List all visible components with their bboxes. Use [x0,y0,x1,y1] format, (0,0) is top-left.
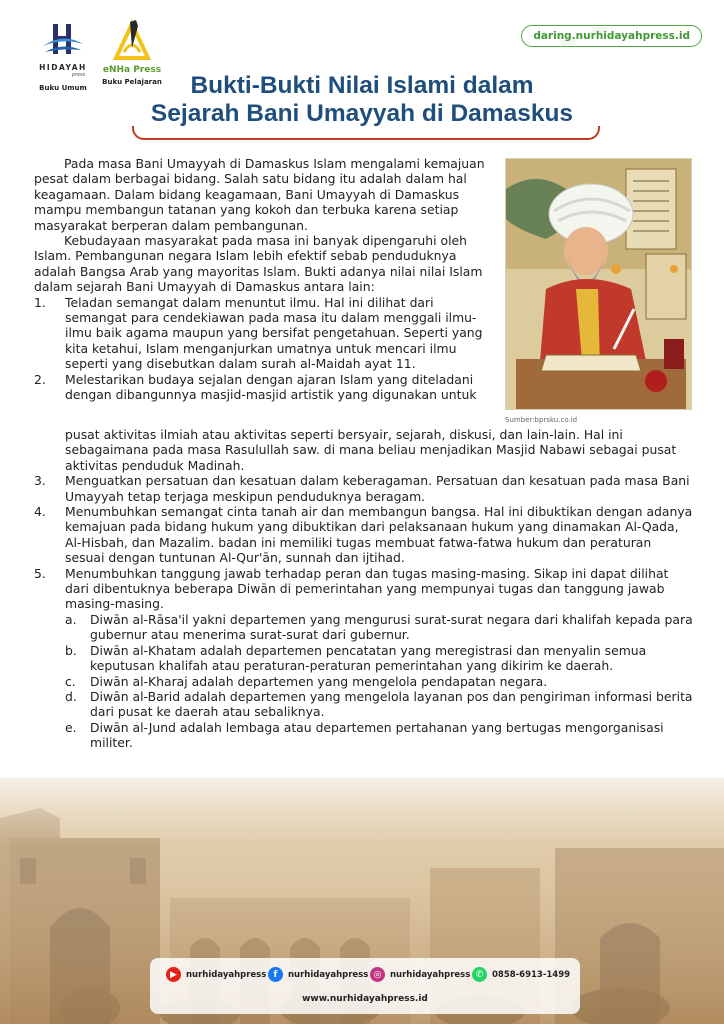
sub-list-item [65,674,694,689]
whatsapp-icon: ✆ [472,967,487,982]
list-text: Melestarikan budaya sejalan dengan ajaran Islam yang diteladani dengan dibangunnya masjid-masjid artistik yang digunakan untuk [65,371,477,403]
intro-paragraph-1: Pada masa Bani Umayyah di Damaskus Islam mengalami kemajuan pesat dalam berbagai bidang. Salah satu bidang itu adalah dalam hal keagamaan. Dalam bidang keagamaan, Bani Umayyah di Damaskus mampu membangun tatanan yang kokoh dan terbuka karena setiap masyarakat berperan dalam pembangunan. [34,156,485,233]
title-line-1: Bukti-Bukti Nilai Islami dalam [190,72,534,99]
intro-paragraph-2: Kebudayaan masyarakat pada masa ini banyak dipengaruhi oleh Islam. Pembangunan negara Islam lebih efektif sebab penduduknya adalah Bangsa Arab yang mayoritas Islam. Bukti adanya nilai nilai Islam dalam sejarah Bani Umayyah di Damaskus antara lain: [34,233,483,295]
list-number: 2. [34,371,46,387]
sub-list-text: Diwān al-Khatam adalah departemen pencatatan yang meregistrasi dan menyalin semua keputusan khalifah atau peraturan-peraturan pemerintahan yang dikirim ke daerah. [90,642,647,674]
youtube-link[interactable] [166,967,266,982]
website-link[interactable]: www.nurhidayahpress.id [302,994,428,1004]
list-text: Teladan semangat dalam menuntut ilmu. Hal ini dilihat dari semangat para cendekiawan pada masa itu dalam menggali ilmu-ilmu baik agama maupun yang bersifat pengetahuan. Seperti yang kita ketahui, Islam menganjurkan umatnya untuk mencari ilmu seperti yang disebutkan dalam surah al-Maidah ayat 11. [65,294,483,372]
facebook-handle: nurhidayahpress [288,969,369,980]
whatsapp-link[interactable] [472,967,570,982]
sub-list-letter: d. [65,688,77,704]
sub-list-letter: c. [65,673,76,689]
list-item [34,504,694,566]
sub-list-text: Diwān al-Barid adalah departemen yang mengelola layanan pos dan pengiriman informasi berita dari pusat ke daerah atau sebaliknya. [90,688,693,720]
sub-list-item [65,689,694,720]
hidayah-brand: HIDAYAH [39,63,87,72]
list-number: 3. [34,473,46,489]
enha-brand: eNHa Press [102,65,162,75]
sub-list-text: Diwān al-Rāsa'il yakni departemen yang mengurusi surat-surat negara dari khalifah kepada para gubernur atau menerima surat-surat dari gubernur. [90,611,693,643]
list-item-continuation [34,427,694,473]
text-column-bottom [34,427,694,751]
list-item [34,473,694,504]
sub-list-item [65,612,694,643]
sub-list-item [65,643,694,674]
list-number: 5. [34,565,46,581]
sub-list-text: Diwān al-Kharaj adalah departemen yang mengelola pendapatan negara. [90,673,548,689]
list-item [34,295,494,372]
whatsapp-number: 0858-6913-1499 [492,969,571,980]
enha-logo-icon [110,18,154,64]
instagram-link[interactable] [370,967,470,982]
instagram-handle: nurhidayahpress [390,969,471,980]
page-title [120,72,604,128]
facebook-link[interactable] [268,967,368,982]
sub-list-letter: e. [65,719,77,735]
hidayah-sub: press [71,72,86,78]
list-item [34,372,494,403]
sub-list-letter: b. [65,642,77,658]
hidayah-press-logo [28,22,98,92]
hidayah-caption: Buku Umum [39,84,87,92]
list-number: 4. [34,504,46,520]
enha-caption: Buku Pelajaran [102,78,162,86]
title-line-2: Sejarah Bani Umayyah di Damaskus [150,100,574,127]
list-number: 1. [34,294,46,310]
list-item [34,566,694,612]
sub-list-letter: a. [65,611,77,627]
image-credit: Sumber:bprsku.co.id [505,416,578,424]
text-column-top [34,156,494,403]
scholar-portrait [505,158,692,410]
instagram-icon: ◎ [370,967,385,982]
list-text: Menguatkan persatuan dan kesatuan dalam keberagaman. Persatuan dan kesatuan pada masa Bani Umayyah tetap terjaga meskipun penduduknya beragam. [65,473,690,504]
daring-link[interactable]: daring.nurhidayahpress.id [521,25,702,47]
hidayah-logo-icon [41,22,85,62]
sub-list-item [65,720,694,751]
sub-list-text: Diwān al-Jund adalah lembaga atau departemen pertahanan yang bertugas mengorganisasi militer. [90,719,664,751]
title-underline [132,126,600,140]
youtube-handle: nurhidayahpress [186,969,267,980]
facebook-icon: f [268,967,283,982]
list-text: pusat aktivitas ilmiah atau aktivitas seperti bersyair, sejarah, diskusi, dan lain-lain. Hal ini sebagaimana pada masa Rasulullah saw. di mana beliau menjadikan Masjid Nabawi sebagai pusat aktivitas penduduk Madinah. [65,427,677,473]
list-text: Menumbuhkan tanggung jawab terhadap peran dan tugas masing-masing. Sikap ini dapat dilihat dari dibentuknya beberapa Diwān di pemerintahan yang mempunyai tugas dan tanggung jawab masing-masing. [65,565,669,612]
youtube-icon: ▶ [166,967,181,982]
list-text: Menumbuhkan semangat cinta tanah air dan membangun bangsa. Hal ini dibuktikan dengan adanya kemajuan pada bidang hukum yang dibuktikan dari pelaksanaan hukum yang dinamakan Al-Qada, Al-Hisbah, dan Mazalim. badan ini memiliki tugas membuat fatwa-fatwa hukum dan peraturan sesuai dengan tuntunan Al-Qur'ān, sunnah dan ijtihad. [65,504,693,566]
